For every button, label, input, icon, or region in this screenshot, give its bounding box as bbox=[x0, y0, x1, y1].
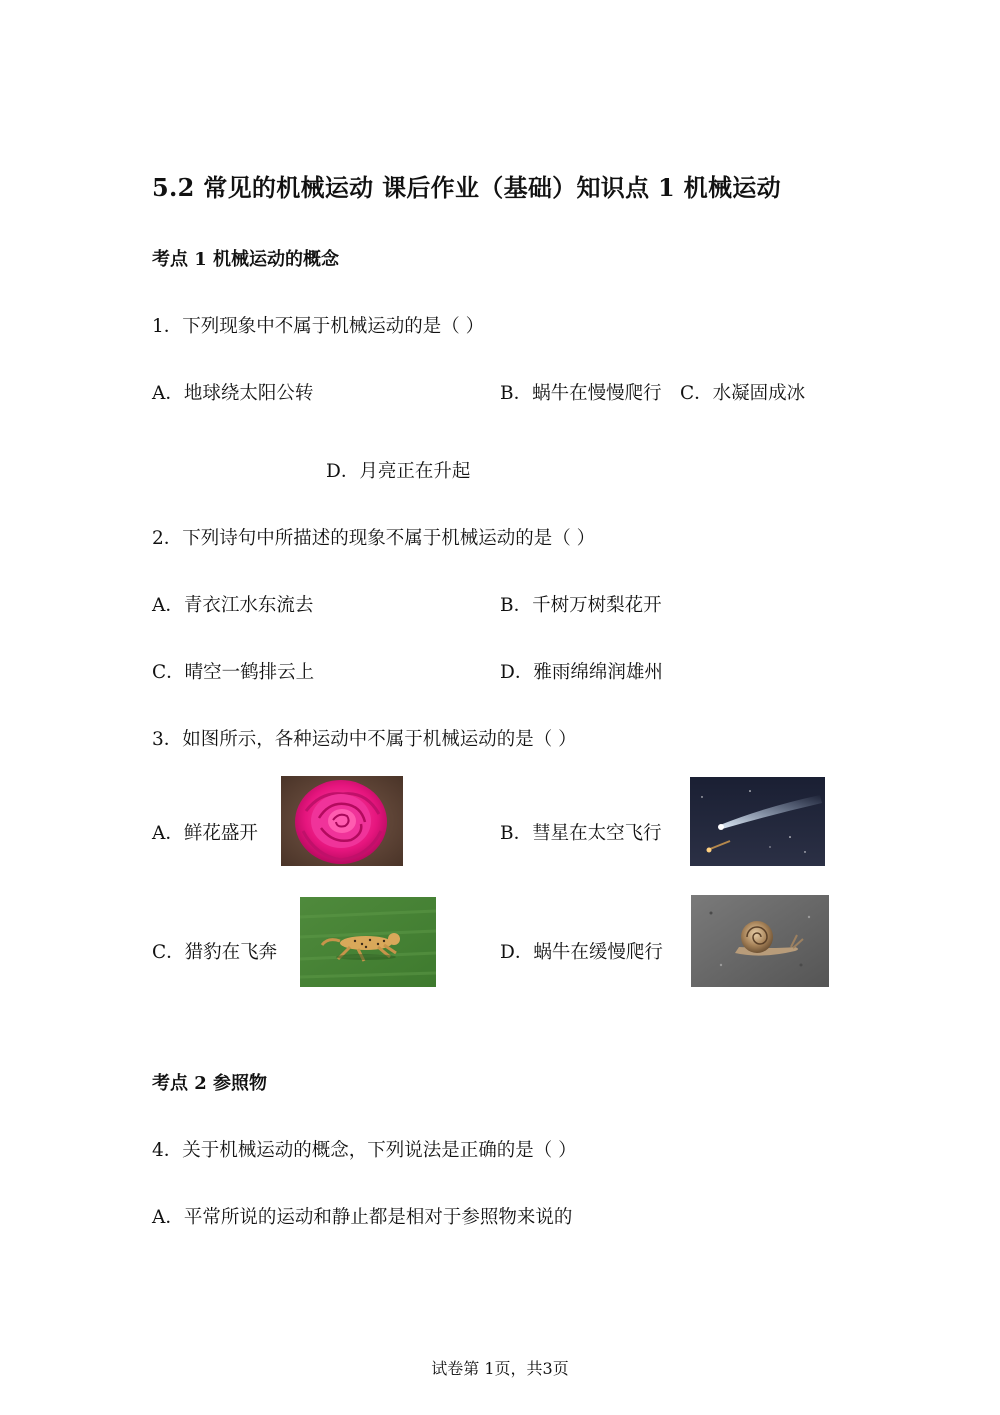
question-1-option-a: A．地球绕太阳公转 bbox=[152, 383, 314, 404]
question-4-stem: 4．关于机械运动的概念，下列说法是正确的是（ ） bbox=[152, 1140, 577, 1161]
question-1-option-c: C．水凝固成冰 bbox=[680, 383, 806, 404]
question-3-option-d: D．蜗牛在缓慢爬行 bbox=[500, 942, 663, 963]
question-2-option-c: C．晴空一鹤排云上 bbox=[152, 662, 315, 683]
page-footer: 试卷第 1页，共3页 bbox=[431, 1359, 569, 1378]
question-2-option-d: D．雅雨绵绵润雄州 bbox=[500, 662, 663, 683]
question-3-option-c: C．猎豹在飞奔 bbox=[152, 942, 278, 963]
section-heading-2: 考点 2 参照物 bbox=[152, 1073, 268, 1094]
question-2-stem: 2．下列诗句中所描述的现象不属于机械运动的是（ ） bbox=[152, 528, 596, 549]
question-1-option-b: B．蜗牛在慢慢爬行 bbox=[500, 383, 662, 404]
question-2-option-a: A．青衣江水东流去 bbox=[152, 595, 314, 616]
question-3-option-b: B．彗星在太空飞行 bbox=[500, 823, 662, 844]
comet-image bbox=[690, 777, 825, 866]
question-4-option-a: A．平常所说的运动和静止都是相对于参照物来说的 bbox=[152, 1207, 573, 1228]
section-heading-1: 考点 1 机械运动的概念 bbox=[152, 249, 340, 270]
cheetah-image bbox=[300, 897, 436, 987]
snail-image bbox=[691, 895, 829, 987]
rose-image bbox=[281, 776, 403, 866]
question-1-option-d: D．月亮正在升起 bbox=[326, 461, 471, 482]
page-title: 5.2 常见的机械运动 课后作业（基础）知识点 1 机械运动 bbox=[152, 173, 781, 202]
question-3-stem: 3．如图所示，各种运动中不属于机械运动的是（ ） bbox=[152, 729, 577, 750]
question-3-option-a: A．鲜花盛开 bbox=[152, 823, 258, 844]
question-1-stem: 1．下列现象中不属于机械运动的是（ ） bbox=[152, 316, 485, 337]
question-2-option-b: B．千树万树梨花开 bbox=[500, 595, 662, 616]
